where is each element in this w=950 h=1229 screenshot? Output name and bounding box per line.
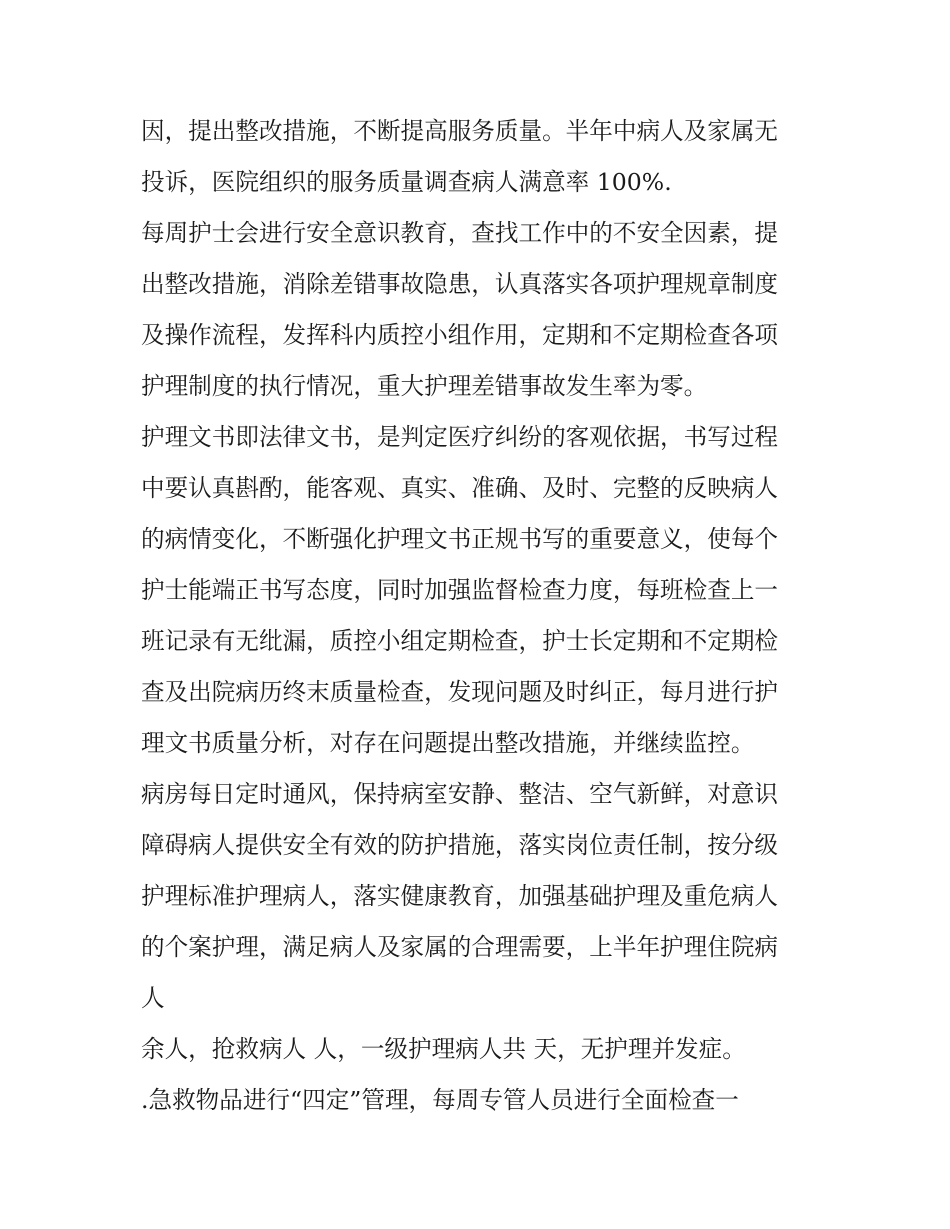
text-line-20: .急救物品进行“四定”管理，每周专管人员进行全面检查一	[141, 1086, 739, 1114]
text-line-15: 障碍病人提供安全有效的防护措施，落实岗位责任制，按分级	[141, 831, 779, 859]
text-line-4: 出整改措施，消除差错事故隐患，认真落实各项护理规章制度	[141, 270, 779, 298]
text-line-5: 及操作流程，发挥科内质控小组作用，定期和不定期检查各项	[141, 321, 779, 349]
text-line-9: 的病情变化，不断强化护理文书正规书写的重要意义，使每个	[141, 525, 779, 553]
text-line-18: 人	[141, 984, 165, 1012]
text-line-8: 中要认真斟酌，能客观、真实、准确、及时、完整的反映病人	[141, 474, 779, 502]
body-text	[141, 106, 821, 1126]
text-line-14: 病房每日定时通风，保持病室安静、整洁、空气新鲜，对意识	[141, 780, 779, 808]
text-line-12: 查及出院病历终末质量检查，发现问题及时纠正，每月进行护	[141, 678, 779, 706]
text-line-3: 每周护士会进行安全意识教育，查找工作中的不安全因素，提	[141, 219, 779, 247]
text-line-17: 的个案护理，满足病人及家属的合理需要，上半年护理住院病	[141, 933, 779, 961]
text-line-1: 因，提出整改措施，不断提高服务质量。半年中病人及家属无	[141, 117, 779, 145]
text-line-13: 理文书质量分析，对存在问题提出整改措施，并继续监控。	[141, 729, 755, 757]
text-line-10: 护士能端正书写态度，同时加强监督检查力度，每班检查上一	[141, 576, 779, 604]
text-line-6: 护理制度的执行情况，重大护理差错事故发生率为零。	[141, 372, 708, 400]
text-line-2: 投诉，医院组织的服务质量调查病人满意率 100%.	[141, 168, 672, 196]
text-line-19: 余人，抢救病人 人，一级护理病人共 天，无护理并发症。	[141, 1035, 746, 1063]
text-line-11: 班记录有无纰漏，质控小组定期检查，护士长定期和不定期检	[141, 627, 779, 655]
text-line-16: 护理标准护理病人，落实健康教育，加强基础护理及重危病人	[141, 882, 779, 910]
text-line-7: 护理文书即法律文书，是判定医疗纠纷的客观依据，书写过程	[141, 423, 779, 451]
